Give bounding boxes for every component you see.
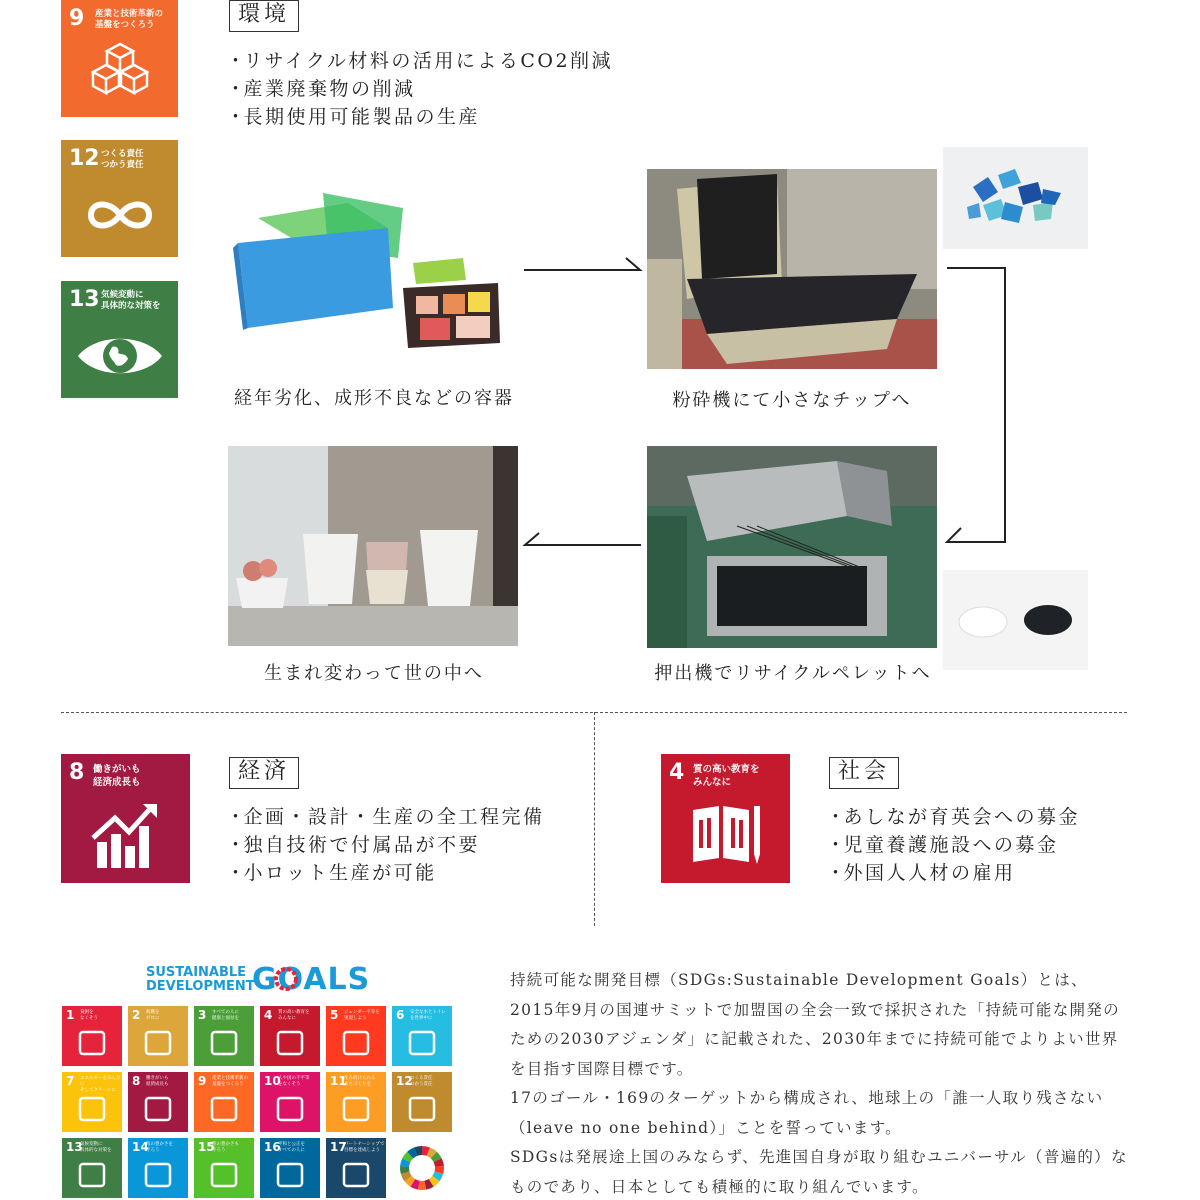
goal-number: 3 [198, 1008, 207, 1022]
recycled-products-photo [228, 446, 518, 646]
goal-number: 15 [198, 1140, 215, 1154]
goal-label: 平和と公正を すべての人に [278, 1142, 305, 1153]
goal-icon [140, 1094, 176, 1124]
goal-icon [74, 1160, 110, 1190]
goal-icon [206, 1094, 242, 1124]
sdgs-logo-line1: SUSTAINABLE [146, 965, 247, 980]
goal-label: 住み続けられる まちづくりを [344, 1076, 376, 1087]
section-divider-vertical [594, 712, 595, 926]
book-pencil-icon [691, 802, 763, 866]
bullet-item: ・ 企画・設計・生産の全工程完備 [226, 803, 545, 831]
goal-label: 飢餓を ゼロに [146, 1010, 160, 1021]
process-step4-caption: 生まれ変わって世の中へ [264, 663, 484, 684]
goal-icon [404, 1094, 440, 1124]
goal-number: 8 [132, 1074, 141, 1088]
sdg-grid-goal-3 [194, 1006, 254, 1066]
goal-icon [140, 1028, 176, 1058]
goal-label: 働きがいも 経済成長も [93, 764, 141, 788]
sdg-grid-goal-12 [392, 1072, 452, 1132]
sdg-grid-goal-1 [62, 1006, 122, 1066]
arrow-down-connector-icon [945, 262, 1011, 552]
recycled-pellets-photo [943, 570, 1088, 670]
goal-number: 8 [69, 760, 85, 785]
sdg-grid-goal-9 [194, 1072, 254, 1132]
bullet-item: ・ 産業廃棄物の削減 [226, 75, 613, 103]
arrow-left-icon [521, 530, 643, 552]
goal-label: つくる責任 つかう責任 [410, 1076, 433, 1087]
description-paragraph: SDGsは発展途上国のみならず、先進国自身が取り組むユニバーサル（普遍的）なものであり、日本としても積極的に取り組んでいます。 [510, 1148, 1128, 1196]
goal-label: 安全な水とトイレ を世界中に [410, 1010, 446, 1021]
eye-globe-icon [76, 331, 164, 381]
sdg-wheel-icon [274, 967, 298, 991]
economy-title: 経済 [229, 757, 299, 789]
sdg-grid-wheel [392, 1138, 452, 1198]
goal-label: 気候変動に 具体的な対策を [80, 1142, 112, 1153]
sdg-grid-goal-8 [128, 1072, 188, 1132]
sdg-goal-13-tile [61, 281, 178, 398]
goal-label: ジェンダー平等を 実現しよう [344, 1010, 380, 1021]
society-title: 社会 [829, 757, 899, 789]
growth-chart-icon [91, 802, 161, 870]
economy-bullets [226, 803, 545, 887]
goal-label: エネルギーをみんなに そしてクリーンに [80, 1076, 121, 1093]
bullet-item: ・ 小ロット生産が可能 [226, 859, 545, 887]
infinity-icon [81, 195, 159, 235]
goal-label: 気候変動に 具体的な対策を [101, 290, 161, 311]
sdg-grid-goal-17 [326, 1138, 386, 1198]
goal-number: 13 [69, 287, 100, 312]
goal-label: 産業と技術革新の 基盤をつくろう [95, 9, 164, 30]
bullet-item: ・ あしなが育英会への募金 [826, 803, 1080, 831]
sdgs-goals-grid [62, 1006, 452, 1198]
goal-label: 質の高い教育を みんなに [278, 1010, 310, 1021]
goal-label: 質の高い教育を みんなに [693, 764, 760, 788]
goal-label: パートナーシップで 目標を達成しよう [344, 1142, 385, 1153]
goal-icon [338, 1160, 374, 1190]
goal-number: 12 [69, 146, 100, 171]
goal-number: 4 [669, 760, 685, 785]
sdg-grid-goal-2 [128, 1006, 188, 1066]
sdg-goal-12-tile [61, 140, 178, 257]
sdgs-description [510, 966, 1130, 1200]
bullet-item: ・ リサイクル材料の活用によるCO2削減 [226, 47, 613, 75]
sdg-grid-goal-14 [128, 1138, 188, 1198]
waste-containers-photo [228, 178, 518, 368]
goal-label: 陸の豊かさも 守ろう [212, 1142, 239, 1153]
description-paragraph: 17のゴール・169のターゲットから構成され、地球上の「誰一人取り残さない（leave no one behind）」ことを誓っています。 [510, 1089, 1104, 1137]
goal-icon [272, 1094, 308, 1124]
sdgs-logo-goals: GOALS [252, 962, 371, 997]
sdg-goal-9-tile [61, 0, 178, 117]
plastic-chips-photo [943, 147, 1088, 249]
goal-number: 5 [330, 1008, 339, 1022]
bullet-item: ・ 独自技術で付属品が不要 [226, 831, 545, 859]
goal-icon [338, 1094, 374, 1124]
goal-number: 10 [264, 1074, 281, 1088]
goal-number: 1 [66, 1008, 75, 1022]
goal-number: 16 [264, 1140, 281, 1154]
goal-label: すべての人に 健康と福祉を [212, 1010, 239, 1021]
process-step2-caption: 粉砕機にて小さなチップへ [672, 390, 912, 411]
process-step3-caption: 押出機でリサイクルペレットへ [654, 663, 932, 684]
goal-label: つくる責任 つかう責任 [101, 149, 144, 170]
goal-number: 14 [132, 1140, 149, 1154]
goal-icon [140, 1160, 176, 1190]
goal-number: 7 [66, 1074, 75, 1088]
goal-number: 17 [330, 1140, 347, 1154]
sdg-grid-goal-13 [62, 1138, 122, 1198]
sdgs-logo-line2: DEVELOPMENT [146, 979, 255, 994]
cubes-icon [89, 40, 151, 102]
goal-label: 人や国の不平等 をなくそう [278, 1076, 310, 1087]
sdg-grid-goal-15 [194, 1138, 254, 1198]
extruder-machine-photo [647, 446, 937, 648]
goal-number: 12 [396, 1074, 413, 1088]
goal-icon [404, 1028, 440, 1058]
sdg-grid-goal-4 [260, 1006, 320, 1066]
environment-title: 環境 [229, 0, 299, 32]
goal-label: 貧困を なくそう [80, 1010, 98, 1021]
sdg-grid-goal-11 [326, 1072, 386, 1132]
goal-label: 働きがいも 経済成長も [146, 1076, 169, 1087]
goal-number: 9 [198, 1074, 207, 1088]
sdg-goal-4-tile [661, 754, 790, 883]
goal-label: 産業と技術革新の 基盤をつくろう [212, 1076, 248, 1087]
goal-icon [74, 1028, 110, 1058]
process-step1-caption: 経年劣化、成形不良などの容器 [234, 388, 514, 409]
goal-number: 13 [66, 1140, 83, 1154]
goal-icon [272, 1160, 308, 1190]
bullet-item: ・ 児童養護施設への募金 [826, 831, 1080, 859]
sdg-goal-8-tile [61, 754, 190, 883]
goal-icon [206, 1160, 242, 1190]
goal-icon [272, 1028, 308, 1058]
goal-number: 6 [396, 1008, 405, 1022]
goal-number: 2 [132, 1008, 141, 1022]
sdg-grid-goal-10 [260, 1072, 320, 1132]
sdg-grid-goal-5 [326, 1006, 386, 1066]
environment-bullets [226, 47, 613, 131]
bullet-item: ・ 長期使用可能製品の生産 [226, 103, 613, 131]
goal-icon [74, 1094, 110, 1124]
society-bullets [826, 803, 1080, 887]
goal-icon [338, 1028, 374, 1058]
crusher-machine-photo [647, 169, 937, 369]
goal-number: 11 [330, 1074, 347, 1088]
sdg-grid-goal-7 [62, 1072, 122, 1132]
sdg-grid-goal-6 [392, 1006, 452, 1066]
arrow-right-icon [522, 256, 644, 280]
bullet-item: ・ 外国人人材の雇用 [826, 859, 1080, 887]
goal-icon [206, 1028, 242, 1058]
goal-number: 4 [264, 1008, 273, 1022]
description-paragraph: 持続可能な開発目標（SDGs:Sustainable Development Goals）とは、2015年9月の国連サミットで加盟国の全会一致で採択された「持続可能な開発のための2030アジェンダ」に記載された、2030年までに持続可能でよりよい世界を目指す国際目標です。 [510, 971, 1120, 1078]
sdg-grid-goal-16 [260, 1138, 320, 1198]
sdg-wheel-icon [392, 1138, 452, 1198]
goal-label: 海の豊かさを 守ろう [146, 1142, 173, 1153]
goal-number: 9 [69, 6, 85, 31]
